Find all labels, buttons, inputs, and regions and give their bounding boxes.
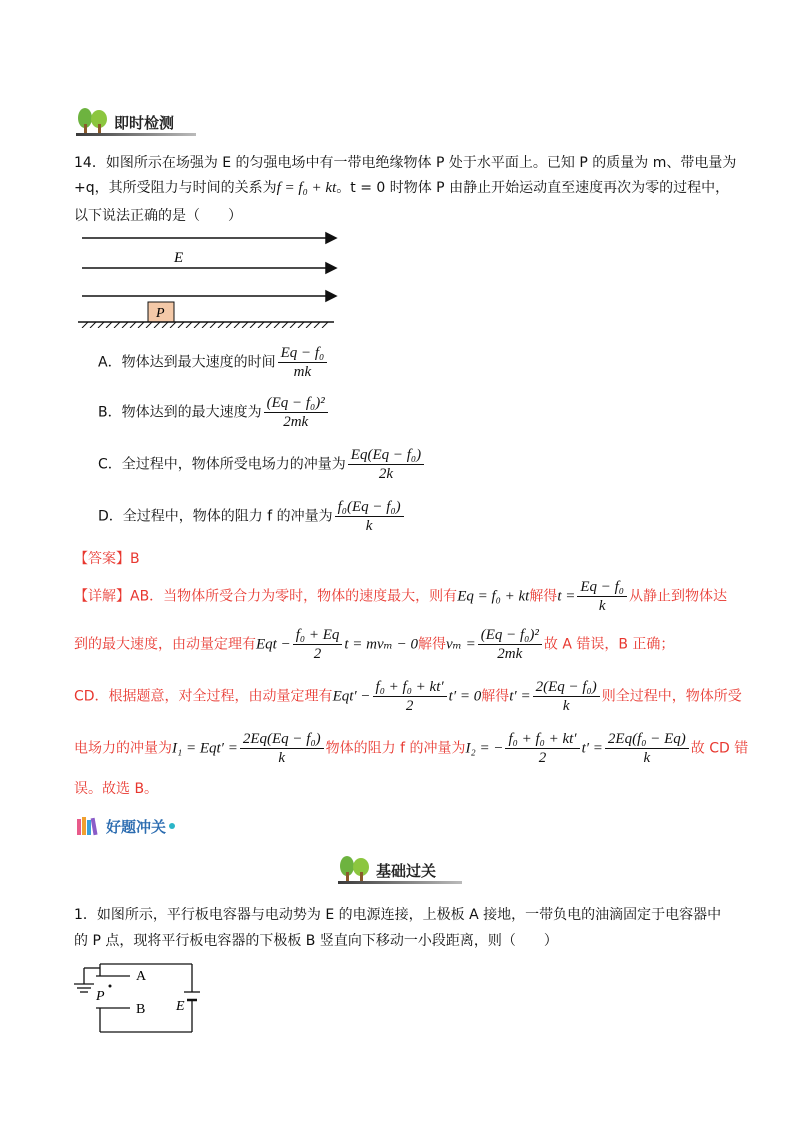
option-b[interactable]: B．物体达到的最大速度为 $\frac{\text{(Eq − f₀)²}}{2mk}$ xyxy=(98,394,330,431)
point-label-P: P xyxy=(96,989,105,1004)
section-title: 好题冲关 xyxy=(106,817,167,836)
detail-line2: 到的最大速度，由动量定理有Eqt − $\frac{\text{f₀ + Eq}}{2}$ t = mvₘ − 0解得vₘ = $\frac{\text{(Eq − f₀)²}}{2mk}$ 故 A 错误，B 正确； xyxy=(74,627,675,662)
dot-icon xyxy=(169,823,175,829)
electric-field-figure xyxy=(78,228,348,328)
section-badge-instant-check xyxy=(76,104,196,136)
option-d[interactable]: D．全过程中，物体的阻力 f 的冲量为 $\frac{\text{f₀(Eq − f₀)}}{k}$ xyxy=(98,498,406,535)
emf-label-E: E xyxy=(176,999,185,1014)
q14-line3: 以下说法正确的是（ ） xyxy=(74,208,242,224)
option-a[interactable]: A．物体达到最大速度的时间 $\frac{\text{Eq − f₀}}{mk}$ xyxy=(98,344,329,381)
section-title: 基础过关 xyxy=(376,862,437,880)
field-label-E: E xyxy=(174,250,184,266)
tree-icon xyxy=(76,106,110,136)
q1-line2: 的 P 点，现将平行板电容器的下极板 B 竖直向下移动一小段距离，则（ ） xyxy=(74,933,558,949)
plate-label-A: A xyxy=(136,969,147,984)
detail-line3: CD．根据题意，对全过程，由动量定理有Eqt′ − $\frac{\text{f₀ + f₀ + kt′}}{2}$ t′ = 0解得t′ = $\frac{\text{2(Eq − f₀)}}{k}$ 则全过程中，物体所受 xyxy=(74,679,742,714)
option-c[interactable]: C．全过程中，物体所受电场力的冲量为 $\frac{\text{Eq(Eq − f₀)}}{2k}$ xyxy=(98,446,426,483)
tree-icon xyxy=(338,854,372,884)
q14-line1: 14．如图所示在场强为 E 的匀强电场中有一带电绝缘物体 P 处于水平面上。已知 P 的质量为 m、带电量为 xyxy=(74,155,737,171)
plate-label-B: B xyxy=(136,1002,146,1017)
capacitor-circuit-figure xyxy=(70,958,206,1038)
books-icon xyxy=(76,816,102,836)
detail-line4: 电场力的冲量为I₁ = Eqt′ = $\frac{\text{2Eq(Eq − f₀)}}{k}$ 物体的阻力 f 的冲量为I₂ = − $\frac{\text{f₀ + f₀ + kt′}}{2}$ t′ = $\frac{\text{2Eq(f₀ − Eq)}}{k}$ 故 CD 错 xyxy=(74,731,749,766)
detail-line5: 误。故选 B。 xyxy=(74,781,159,797)
section-badge-basic-pass xyxy=(338,852,462,884)
detail-line1: 【详解】AB．当物体所受合力为零时，物体的速度最大，则有Eq = f₀ + kt解得t = $\frac{\text{Eq − f₀}}{k}$ 从静止到物体达 xyxy=(74,579,728,614)
section-badge-good-questions xyxy=(76,814,175,838)
q1-line1: 1．如图所示，平行板电容器与电动势为 E 的电源连接，上极板 A 接地，一带负电的油滴固定于电容器中 xyxy=(74,907,722,923)
section-title: 即时检测 xyxy=(114,114,175,132)
block-label-P: P xyxy=(156,306,165,321)
q14-line2: +q，其所受阻力与时间的关系为f = f₀ + kt。t = 0 时物体 P 由静止开始运动直至速度再次为零的过程中， xyxy=(74,180,730,196)
answer-label: 【答案】B xyxy=(74,551,140,567)
